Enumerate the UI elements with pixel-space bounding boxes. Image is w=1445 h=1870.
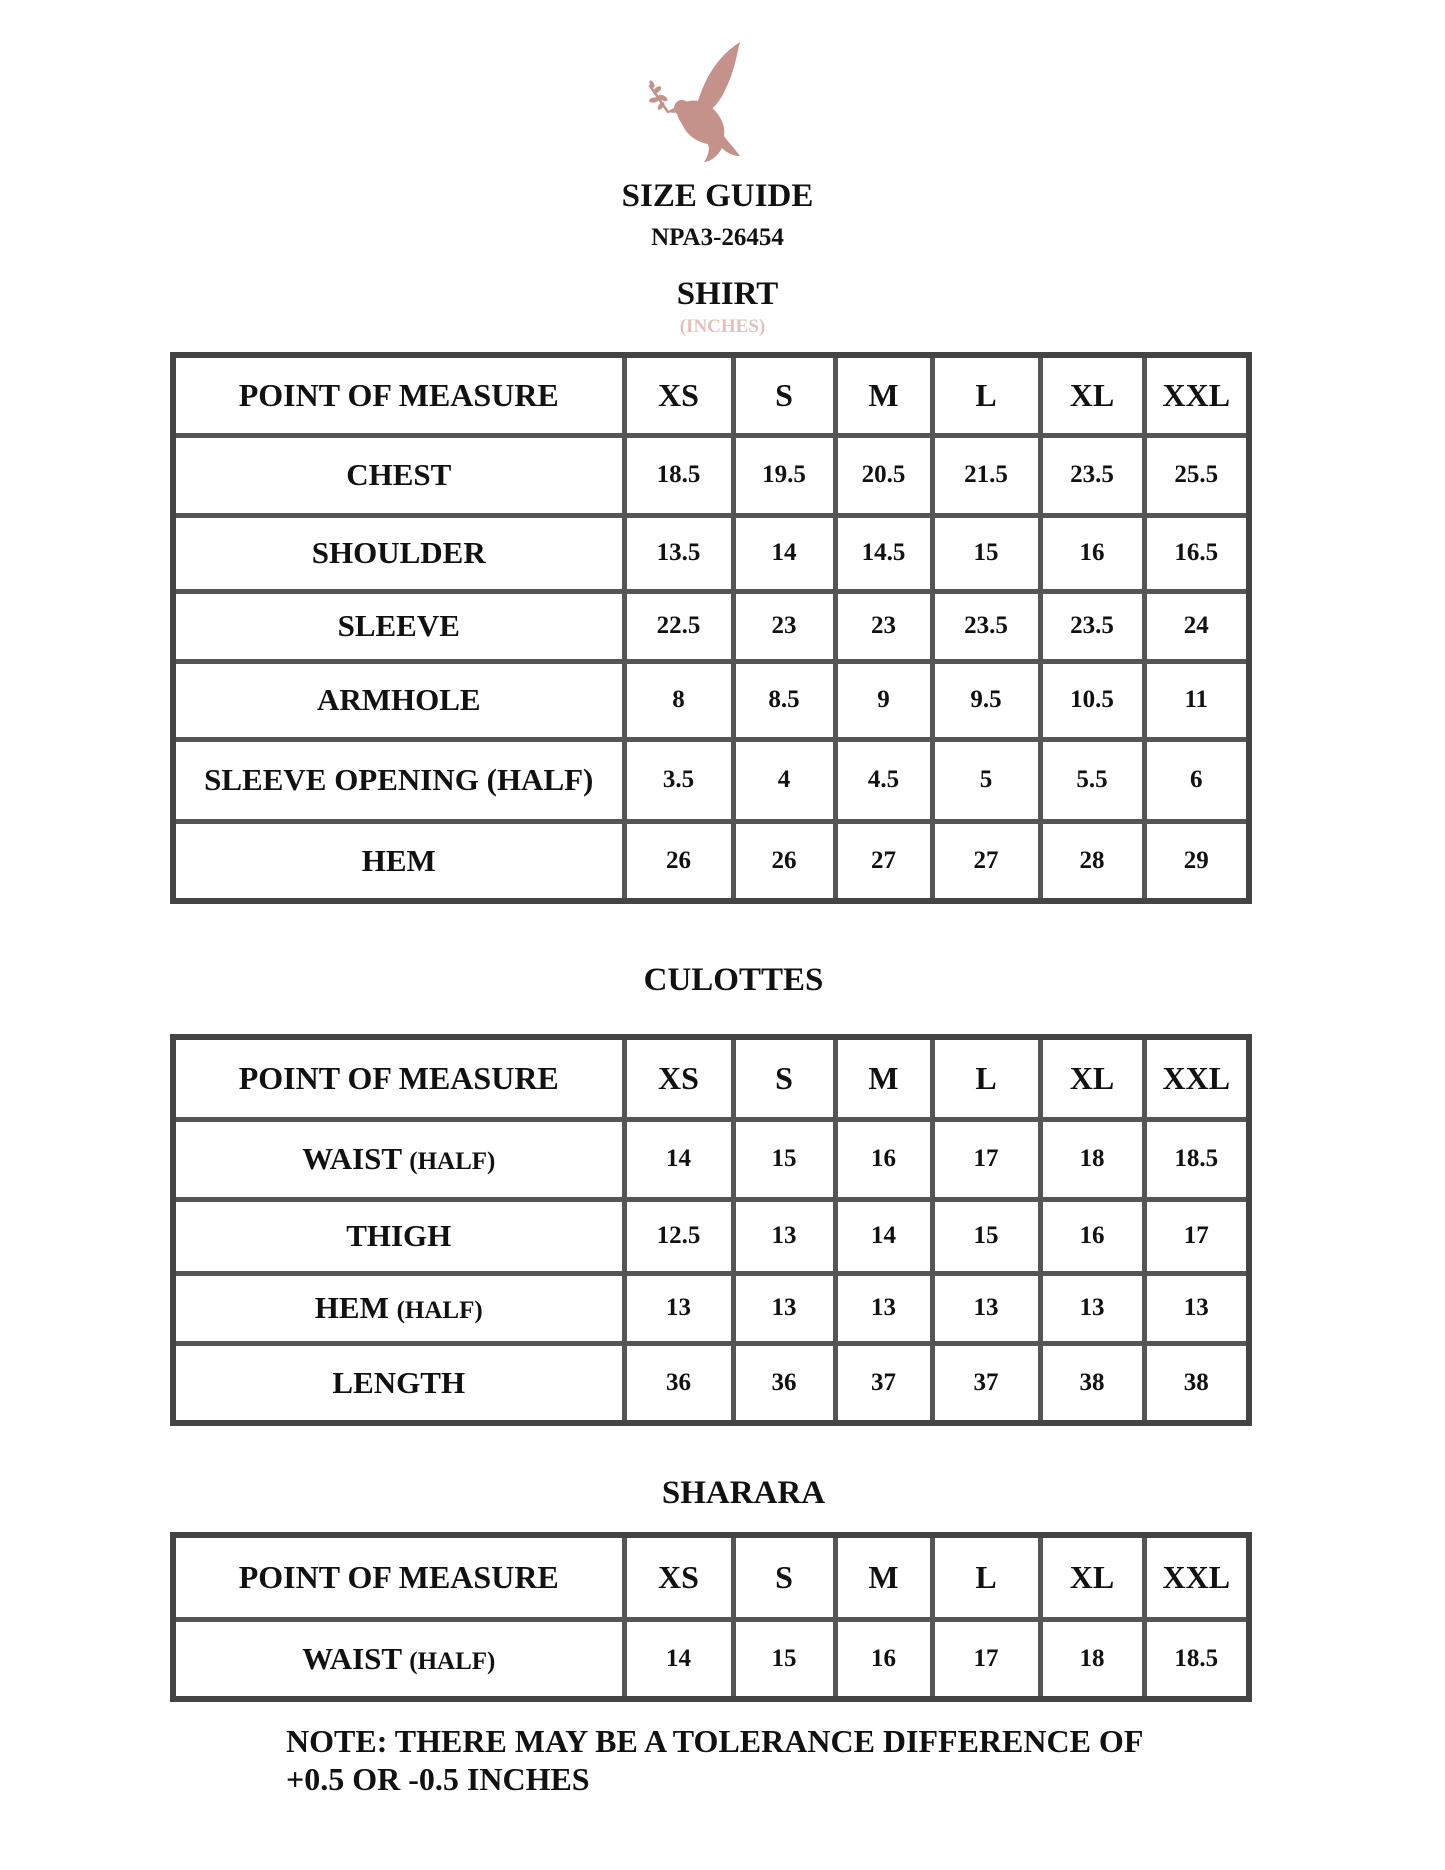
measure-value: 16.5 xyxy=(1144,515,1249,591)
measure-value: 18.5 xyxy=(1144,1619,1249,1699)
measure-value: 16 xyxy=(1040,515,1144,591)
tolerance-note-line-1: NOTE: THERE MAY BE A TOLERANCE DIFFERENCE OF xyxy=(286,1723,1144,1759)
measure-value: 18 xyxy=(1040,1619,1144,1699)
sharara-section-title: SHARARA xyxy=(661,1475,826,1511)
measure-value: 26 xyxy=(624,821,733,901)
column-header: POINT OF MEASURE xyxy=(173,355,624,435)
measure-value: 22.5 xyxy=(624,591,733,661)
measure-value: 4 xyxy=(733,739,835,821)
measure-value: 38 xyxy=(1040,1343,1144,1423)
measure-value: 38 xyxy=(1144,1343,1249,1423)
column-header: XXL xyxy=(1144,1037,1249,1119)
table-row xyxy=(173,1199,1249,1273)
dove-with-olive-branch-icon xyxy=(648,38,758,164)
tolerance-note xyxy=(286,1722,1286,1798)
measure-value: 23.5 xyxy=(932,591,1040,661)
measure-value: 23 xyxy=(835,591,932,661)
measure-value: 12.5 xyxy=(624,1199,733,1273)
tolerance-note-line-2: +0.5 OR -0.5 INCHES xyxy=(286,1761,590,1797)
measure-label: SHOULDER xyxy=(173,515,624,591)
table-row xyxy=(173,661,1249,739)
measure-label-text: WAIST xyxy=(302,1640,402,1676)
table-row xyxy=(173,435,1249,515)
table-row xyxy=(173,739,1249,821)
measure-value: 14 xyxy=(624,1119,733,1199)
measure-value: 15 xyxy=(932,1199,1040,1273)
column-header: M xyxy=(835,355,932,435)
measure-value: 36 xyxy=(624,1343,733,1423)
measure-value: 17 xyxy=(932,1119,1040,1199)
measure-value: 9.5 xyxy=(932,661,1040,739)
measure-value: 4.5 xyxy=(835,739,932,821)
measure-label-text: WAIST xyxy=(302,1141,402,1176)
measure-value: 13 xyxy=(733,1199,835,1273)
measure-value: 6 xyxy=(1144,739,1249,821)
measure-value: 14 xyxy=(733,515,835,591)
measure-value: 23.5 xyxy=(1040,435,1144,515)
measure-label xyxy=(173,1619,624,1699)
sharara-size-table xyxy=(170,1532,1252,1702)
column-header: S xyxy=(733,1037,835,1119)
measure-value: 18.5 xyxy=(624,435,733,515)
measure-value: 25.5 xyxy=(1144,435,1249,515)
table-header-row xyxy=(173,1535,1249,1619)
column-header: S xyxy=(733,1535,835,1619)
measure-value: 13.5 xyxy=(624,515,733,591)
table-row xyxy=(173,1619,1249,1699)
measure-value: 3.5 xyxy=(624,739,733,821)
column-header: XL xyxy=(1040,355,1144,435)
column-header: L xyxy=(932,355,1040,435)
measure-value: 15 xyxy=(733,1119,835,1199)
measure-value: 5 xyxy=(932,739,1040,821)
column-header: L xyxy=(932,1037,1040,1119)
measure-value: 11 xyxy=(1144,661,1249,739)
table-row xyxy=(173,1119,1249,1199)
column-header: S xyxy=(733,355,835,435)
measure-value: 14 xyxy=(624,1619,733,1699)
table-header-row xyxy=(173,355,1249,435)
column-header: M xyxy=(835,1037,932,1119)
culottes-section-title: CULOTTES xyxy=(643,962,824,998)
measure-value: 10.5 xyxy=(1040,661,1144,739)
measure-label: SLEEVE OPENING (HALF) xyxy=(173,739,624,821)
column-header: XXL xyxy=(1144,1535,1249,1619)
measure-value: 17 xyxy=(932,1619,1040,1699)
measure-value: 17 xyxy=(1144,1199,1249,1273)
measure-value: 14.5 xyxy=(835,515,932,591)
table-row xyxy=(173,1343,1249,1423)
measure-value: 23 xyxy=(733,591,835,661)
column-header: XS xyxy=(624,355,733,435)
column-header: POINT OF MEASURE xyxy=(173,1037,624,1119)
measure-value: 18.5 xyxy=(1144,1119,1249,1199)
measure-label: LENGTH xyxy=(173,1343,624,1423)
measure-value: 13 xyxy=(1040,1273,1144,1343)
measure-label-text: HEM xyxy=(314,1290,389,1325)
measure-value: 16 xyxy=(835,1619,932,1699)
table-row xyxy=(173,1273,1249,1343)
measure-label: CHEST xyxy=(173,435,624,515)
measure-label: SLEEVE xyxy=(173,591,624,661)
measure-value: 13 xyxy=(1144,1273,1249,1343)
table-row xyxy=(173,515,1249,591)
shirt-size-table xyxy=(170,352,1252,904)
measure-value: 27 xyxy=(835,821,932,901)
measure-label: ARMHOLE xyxy=(173,661,624,739)
column-header: L xyxy=(932,1535,1040,1619)
measure-value: 29 xyxy=(1144,821,1249,901)
measure-value: 28 xyxy=(1040,821,1144,901)
measure-value: 13 xyxy=(733,1273,835,1343)
measure-value: 14 xyxy=(835,1199,932,1273)
measure-value: 5.5 xyxy=(1040,739,1144,821)
column-header: XL xyxy=(1040,1535,1144,1619)
measure-value: 26 xyxy=(733,821,835,901)
measure-value: 20.5 xyxy=(835,435,932,515)
measure-value: 24 xyxy=(1144,591,1249,661)
measure-value: 16 xyxy=(1040,1199,1144,1273)
measure-label-suffix: (HALF) xyxy=(409,1647,496,1675)
culottes-size-table xyxy=(170,1034,1252,1426)
column-header: POINT OF MEASURE xyxy=(173,1535,624,1619)
measure-value: 8.5 xyxy=(733,661,835,739)
measure-label xyxy=(173,1273,624,1343)
measure-value: 37 xyxy=(835,1343,932,1423)
shirt-unit-label: (INCHES) xyxy=(679,316,766,337)
measure-value: 9 xyxy=(835,661,932,739)
column-header: XL xyxy=(1040,1037,1144,1119)
measure-value: 19.5 xyxy=(733,435,835,515)
table-row xyxy=(173,821,1249,901)
measure-value: 23.5 xyxy=(1040,591,1144,661)
column-header: M xyxy=(835,1535,932,1619)
measure-label-suffix: (HALF) xyxy=(396,1297,483,1324)
measure-label: THIGH xyxy=(173,1199,624,1273)
measure-value: 15 xyxy=(733,1619,835,1699)
measure-label: HEM xyxy=(173,821,624,901)
page-title: SIZE GUIDE xyxy=(621,178,814,214)
shirt-section-title: SHIRT xyxy=(676,276,779,312)
measure-value: 13 xyxy=(932,1273,1040,1343)
product-code: NPA3-26454 xyxy=(651,224,784,251)
measure-value: 36 xyxy=(733,1343,835,1423)
measure-value: 21.5 xyxy=(932,435,1040,515)
column-header: XS xyxy=(624,1535,733,1619)
column-header: XS xyxy=(624,1037,733,1119)
measure-value: 16 xyxy=(835,1119,932,1199)
measure-value: 27 xyxy=(932,821,1040,901)
table-row xyxy=(173,591,1249,661)
measure-value: 18 xyxy=(1040,1119,1144,1199)
measure-value: 15 xyxy=(932,515,1040,591)
table-header-row xyxy=(173,1037,1249,1119)
measure-label-suffix: (HALF) xyxy=(409,1148,496,1175)
measure-value: 37 xyxy=(932,1343,1040,1423)
measure-value: 13 xyxy=(624,1273,733,1343)
measure-value: 8 xyxy=(624,661,733,739)
column-header: XXL xyxy=(1144,355,1249,435)
measure-label xyxy=(173,1119,624,1199)
measure-value: 13 xyxy=(835,1273,932,1343)
